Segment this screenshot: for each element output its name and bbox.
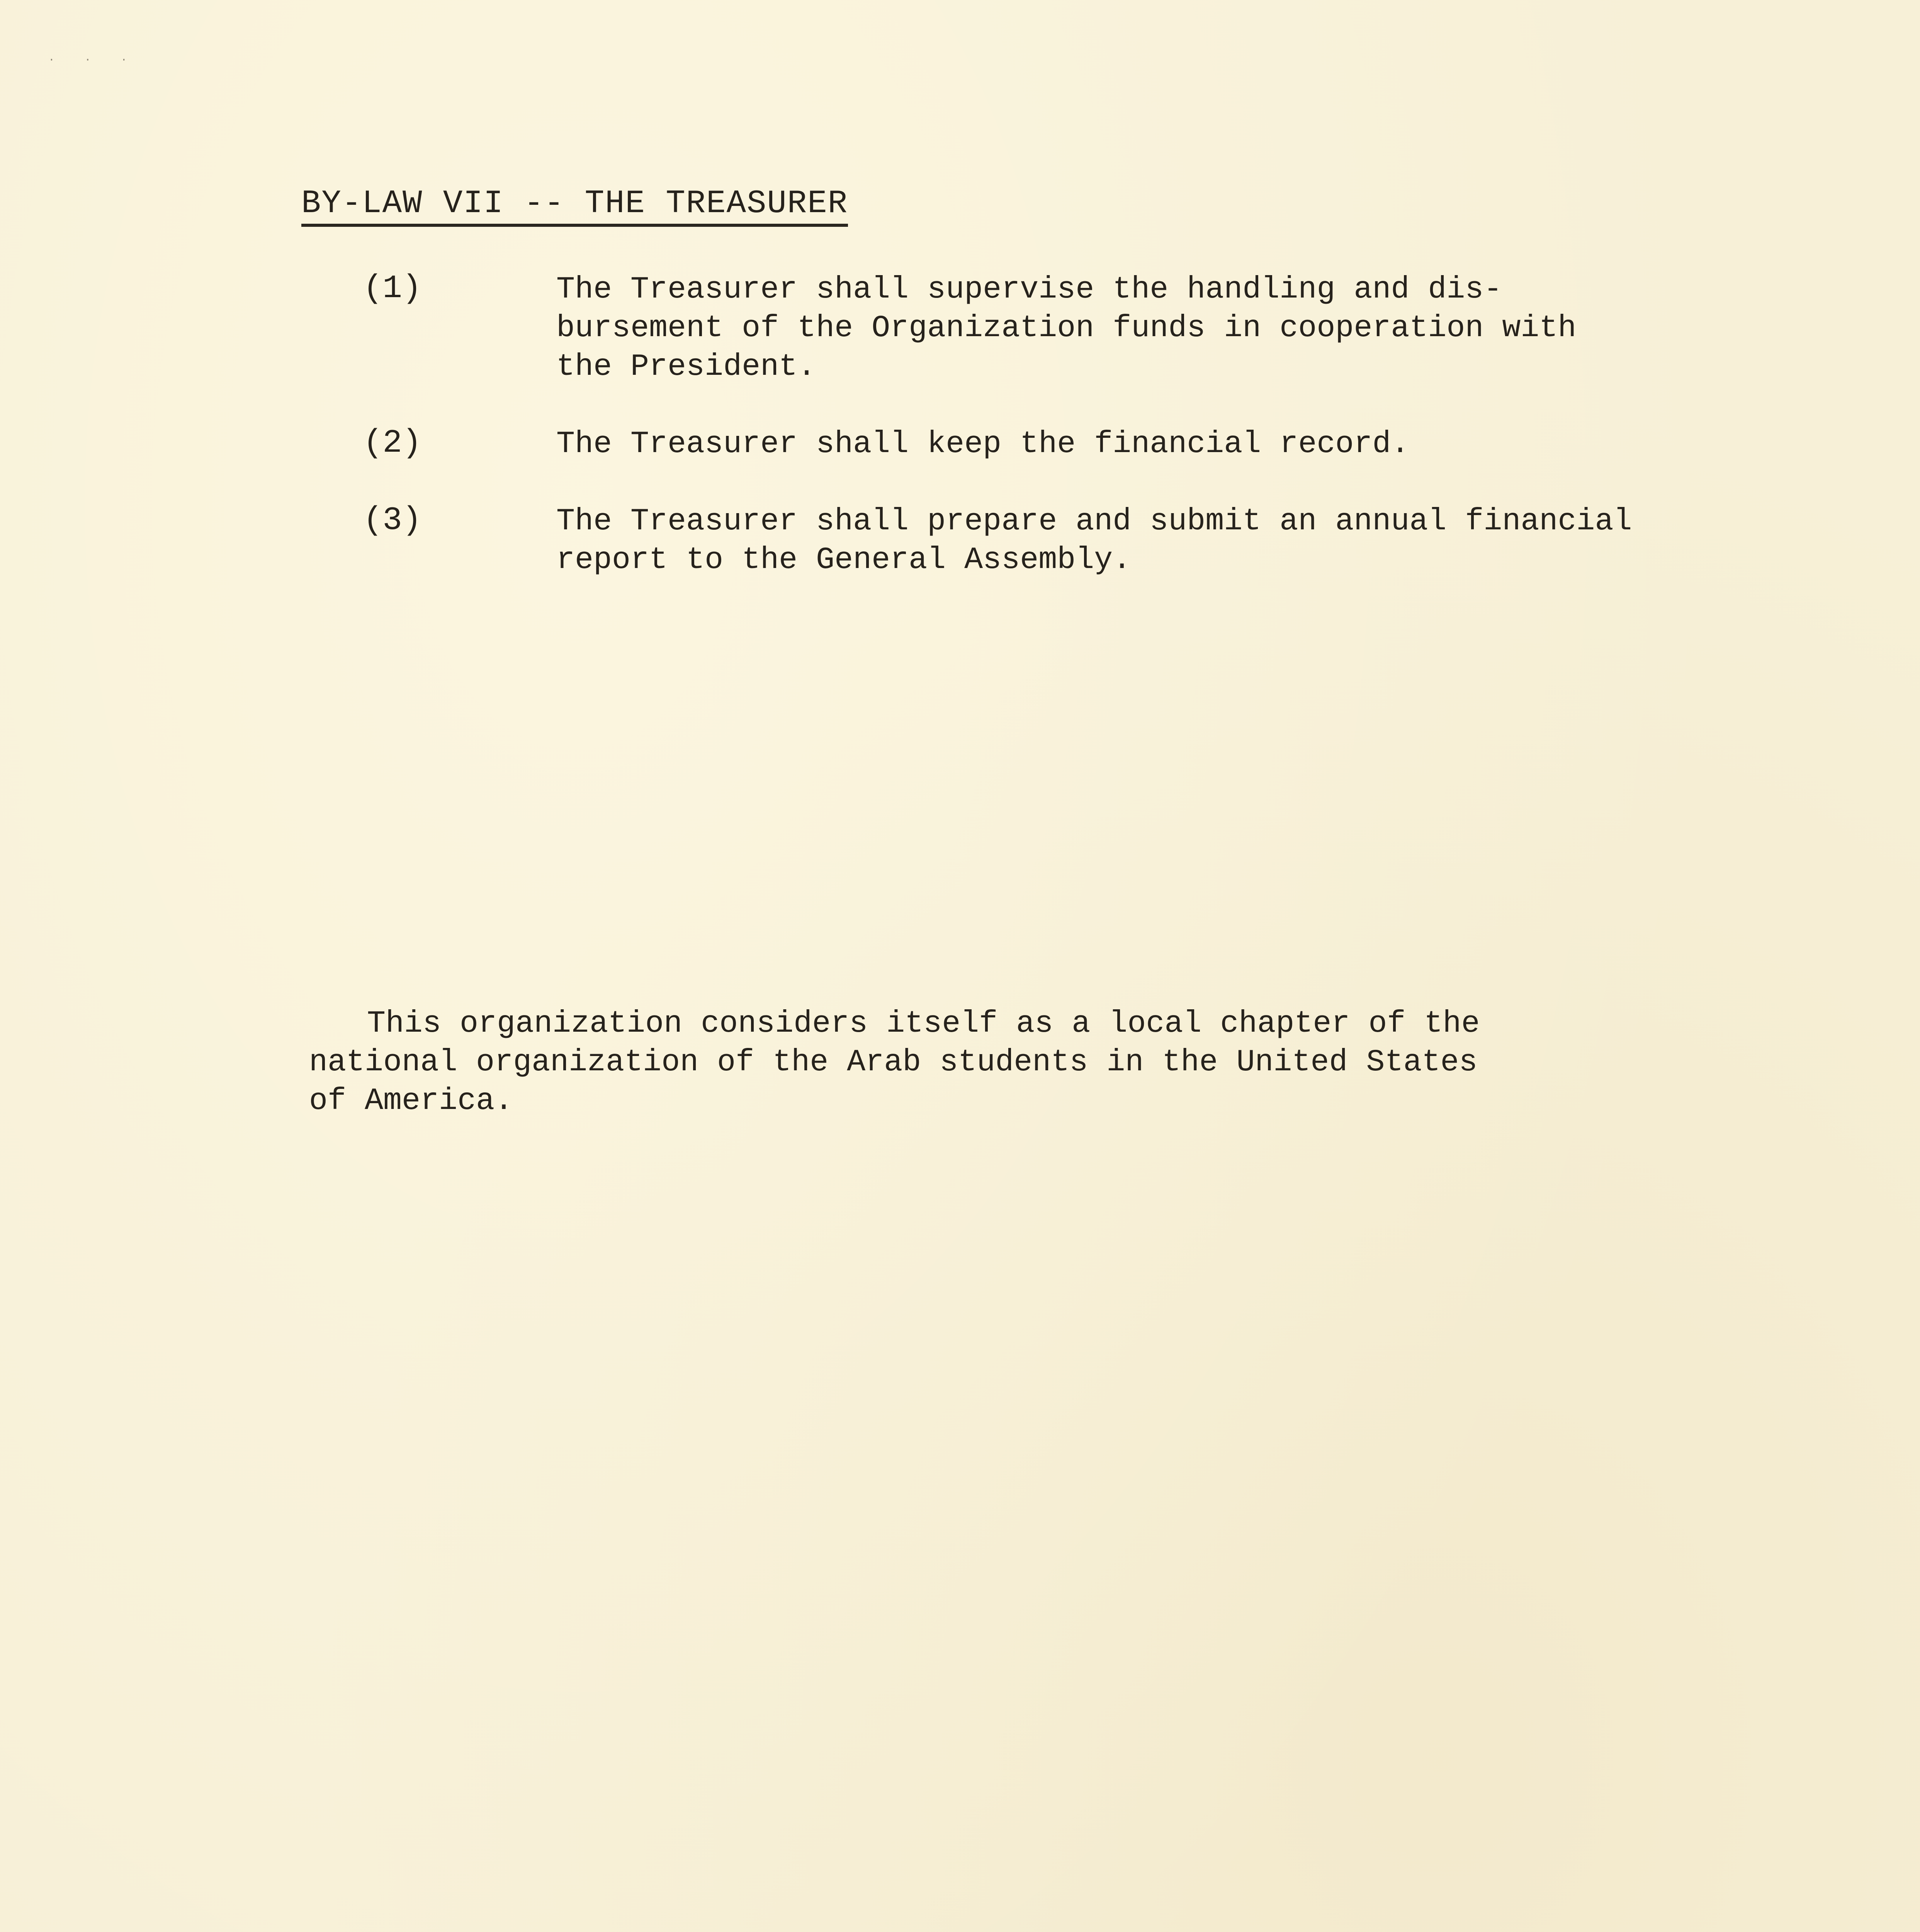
- item-number: (1): [363, 270, 422, 307]
- item-text: The Treasurer shall supervise the handling and dis- bursement of the Organization funds in cooperation with the President.: [556, 272, 1577, 384]
- item-text: The Treasurer shall keep the financial record.: [556, 427, 1410, 462]
- closing-paragraph: This organization considers itself as a local chapter of the national organization of the Arab students in the United States of America.: [309, 1006, 1480, 1119]
- item-number: (3): [363, 502, 422, 539]
- bylaw-heading: BY-LAW VII -- THE TREASURER: [301, 185, 848, 227]
- item-number: (2): [363, 425, 422, 462]
- paper-speck: · · ·: [48, 54, 139, 66]
- item-text: The Treasurer shall prepare and submit an annual financial report to the General Assembly.: [556, 504, 1632, 578]
